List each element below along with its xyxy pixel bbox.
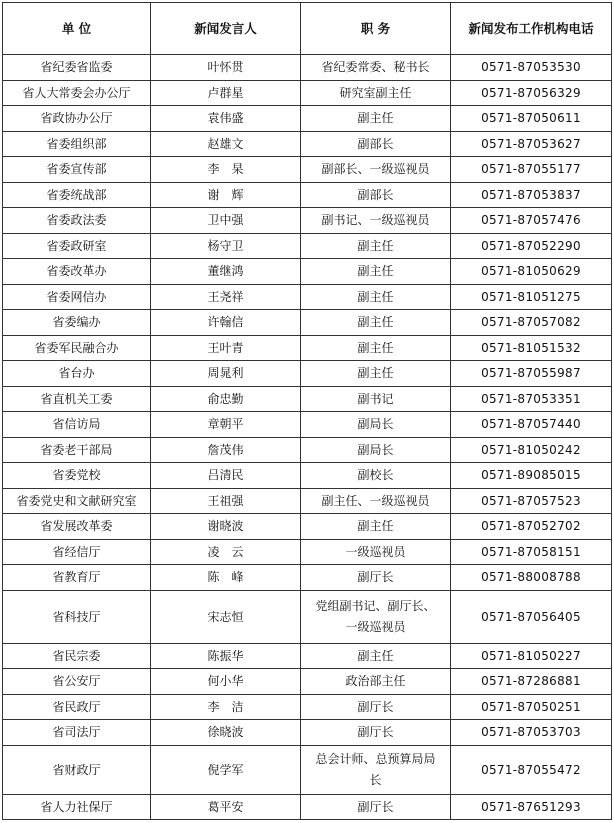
unit-cell-text: 省纪委省监委 <box>40 60 113 75</box>
phone-cell-text: 0571-87053351 <box>481 391 581 406</box>
table-row <box>3 565 612 591</box>
spokesperson-cell-text: 赵雄文 <box>207 136 244 151</box>
phone-cell-text: 0571-81050227 <box>481 648 581 663</box>
header-spokesperson: 新闻发言人 <box>151 3 301 55</box>
unit-cell-text: 省委军民融合办 <box>34 340 119 355</box>
spokesperson-cell-text: 凌 云 <box>207 544 244 559</box>
table-row <box>3 745 612 794</box>
spokesperson-cell-text: 周晁利 <box>207 366 244 381</box>
table-row <box>3 182 612 208</box>
unit-cell <box>3 182 151 208</box>
spokesperson-cell <box>151 335 301 361</box>
phone-cell-text: 0571-88008788 <box>481 570 581 585</box>
phone-cell <box>451 720 612 746</box>
phone-cell <box>451 80 612 106</box>
position-cell-text: 副主任 <box>357 264 394 279</box>
spokesperson-cell-text: 谢晓波 <box>207 519 244 534</box>
unit-cell <box>3 284 151 310</box>
phone-cell <box>451 745 612 794</box>
spokesperson-cell <box>151 259 301 285</box>
position-cell <box>301 80 451 106</box>
unit-cell <box>3 157 151 183</box>
unit-cell-text: 省委党校 <box>52 468 101 483</box>
spokesperson-cell <box>151 590 301 643</box>
table-row <box>3 284 612 310</box>
position-cell <box>301 182 451 208</box>
phone-cell <box>451 643 612 669</box>
unit-cell-text: 省委政法委 <box>46 213 107 228</box>
phone-cell <box>451 233 612 259</box>
spokesperson-cell-text: 陈 峰 <box>207 570 244 585</box>
phone-cell-text: 0571-87056405 <box>481 609 581 624</box>
phone-cell-text: 0571-87055177 <box>481 162 581 177</box>
position-cell <box>301 157 451 183</box>
unit-cell <box>3 361 151 387</box>
phone-cell-text: 0571-87056329 <box>481 85 581 100</box>
unit-cell-text: 省民政厅 <box>52 699 101 714</box>
phone-cell-text: 0571-87057523 <box>481 493 581 508</box>
table-row <box>3 80 612 106</box>
position-cell <box>301 361 451 387</box>
spokesperson-cell <box>151 55 301 81</box>
position-cell <box>301 437 451 463</box>
spokesperson-cell-text: 王尧祥 <box>207 289 244 304</box>
spokesperson-cell <box>151 157 301 183</box>
header-row <box>3 3 612 55</box>
position-cell <box>301 386 451 412</box>
phone-cell <box>451 669 612 695</box>
unit-cell <box>3 259 151 285</box>
table-row <box>3 106 612 132</box>
phone-cell <box>451 131 612 157</box>
position-cell-text: 副厅长 <box>357 570 394 585</box>
phone-cell <box>451 386 612 412</box>
phone-cell-text: 0571-87651293 <box>481 799 581 814</box>
spokesperson-cell-text: 许翰信 <box>207 315 244 330</box>
phone-cell-text: 0571-87050251 <box>481 699 581 714</box>
spokesperson-cell-text: 王祖强 <box>207 493 244 508</box>
unit-cell <box>3 643 151 669</box>
unit-cell-text: 省经信厅 <box>52 544 101 559</box>
phone-cell-text: 0571-87053837 <box>481 187 581 202</box>
position-cell-text: 副主任 <box>357 340 394 355</box>
position-cell-text: 省纪委常委、秘书长 <box>321 60 430 75</box>
spokesperson-cell-text: 葛平安 <box>207 799 244 814</box>
unit-cell-text: 省教育厅 <box>52 570 101 585</box>
phone-cell-text: 0571-87052702 <box>481 519 581 534</box>
position-cell <box>301 514 451 540</box>
unit-cell <box>3 745 151 794</box>
phone-cell-text: 0571-87055987 <box>481 366 581 381</box>
phone-cell-text: 0571-81051532 <box>481 340 581 355</box>
phone-cell <box>451 310 612 336</box>
unit-cell <box>3 669 151 695</box>
spokesperson-cell-text: 卢群星 <box>207 85 244 100</box>
position-cell-text: 副主任 <box>357 366 394 381</box>
table-row <box>3 488 612 514</box>
table-row <box>3 720 612 746</box>
unit-cell-text: 省委编办 <box>52 315 101 330</box>
position-cell-text: 副部长、一级巡视员 <box>321 162 430 177</box>
table-row <box>3 794 612 820</box>
spokesperson-cell <box>151 437 301 463</box>
table-row <box>3 386 612 412</box>
spokesperson-cell-text: 李 杲 <box>207 162 244 177</box>
unit-cell <box>3 590 151 643</box>
position-cell-text: 一级巡视员 <box>345 544 406 559</box>
table-row <box>3 361 612 387</box>
phone-cell-text: 0571-81051275 <box>481 289 581 304</box>
unit-cell-text: 省委改革办 <box>46 264 107 279</box>
phone-cell <box>451 361 612 387</box>
spokesperson-cell <box>151 208 301 234</box>
table-row <box>3 310 612 336</box>
unit-cell-text: 省委网信办 <box>46 289 107 304</box>
spokesperson-cell <box>151 386 301 412</box>
position-cell-text: 副部长 <box>357 136 394 151</box>
spokesperson-cell <box>151 669 301 695</box>
unit-cell-text: 省人力社保厅 <box>40 799 113 814</box>
spokesperson-cell-text: 董继鸿 <box>207 264 244 279</box>
position-cell <box>301 463 451 489</box>
position-cell-text: 研究室副主任 <box>339 85 412 100</box>
table-row <box>3 539 612 565</box>
unit-cell <box>3 437 151 463</box>
spokesperson-cell <box>151 182 301 208</box>
table-row <box>3 233 612 259</box>
unit-cell <box>3 233 151 259</box>
unit-cell <box>3 694 151 720</box>
phone-cell <box>451 335 612 361</box>
position-cell <box>301 794 451 820</box>
phone-cell-text: 0571-81050242 <box>481 442 581 457</box>
unit-cell-text: 省民宗委 <box>52 648 101 663</box>
phone-cell <box>451 437 612 463</box>
table-row <box>3 694 612 720</box>
phone-cell-text: 0571-87058151 <box>481 544 581 559</box>
unit-cell-text: 省信访局 <box>52 417 101 432</box>
spokesperson-cell-text: 俞忠勤 <box>207 391 244 406</box>
unit-cell <box>3 463 151 489</box>
table-row <box>3 514 612 540</box>
position-cell <box>301 488 451 514</box>
spokesperson-cell-text: 袁伟盛 <box>207 111 244 126</box>
unit-cell-text: 省台办 <box>58 366 95 381</box>
spokesperson-cell-text: 徐晓波 <box>207 725 244 740</box>
phone-cell-text: 0571-87053627 <box>481 136 581 151</box>
spokesperson-cell <box>151 565 301 591</box>
phone-cell-text: 0571-87053703 <box>481 725 581 740</box>
position-cell-text: 副主任 <box>357 315 394 330</box>
table-row <box>3 437 612 463</box>
table-row <box>3 335 612 361</box>
spokesperson-cell-text: 谢 辉 <box>207 187 244 202</box>
unit-cell <box>3 514 151 540</box>
position-cell <box>301 106 451 132</box>
spokesperson-cell <box>151 539 301 565</box>
spokesperson-cell-text: 吕清民 <box>207 468 244 483</box>
spokesperson-cell <box>151 361 301 387</box>
position-cell-text: 副局长 <box>357 442 394 457</box>
phone-cell <box>451 514 612 540</box>
position-cell <box>301 335 451 361</box>
position-cell-text: 副厅长 <box>357 699 394 714</box>
spokesperson-cell-text: 詹茂伟 <box>207 442 244 457</box>
unit-cell <box>3 412 151 438</box>
unit-cell-text: 省司法厅 <box>52 725 101 740</box>
spokesperson-cell <box>151 694 301 720</box>
spokesperson-cell-text: 章朝平 <box>207 417 244 432</box>
phone-cell <box>451 106 612 132</box>
position-cell-text: 副厅长 <box>357 725 394 740</box>
spokesperson-cell-text: 王叶青 <box>207 340 244 355</box>
phone-cell-text: 0571-87050611 <box>481 111 581 126</box>
spokesperson-cell <box>151 720 301 746</box>
position-cell <box>301 539 451 565</box>
position-cell <box>301 310 451 336</box>
position-cell-text: 总会计师、总预算局局 长 <box>315 751 436 787</box>
header-phone <box>451 3 612 55</box>
unit-cell-text: 省委老干部局 <box>40 442 113 457</box>
table-row <box>3 643 612 669</box>
position-cell-text: 副书记、一级巡视员 <box>321 213 430 228</box>
position-cell <box>301 259 451 285</box>
spokesperson-cell-text: 卫中强 <box>207 213 244 228</box>
table-row <box>3 463 612 489</box>
position-cell <box>301 720 451 746</box>
phone-cell <box>451 565 612 591</box>
phone-cell <box>451 412 612 438</box>
header-position: 职 务 <box>301 3 451 55</box>
position-cell <box>301 284 451 310</box>
phone-cell <box>451 539 612 565</box>
phone-cell-text: 0571-87286881 <box>481 674 581 689</box>
position-cell <box>301 745 451 794</box>
unit-cell-text: 省发展改革委 <box>40 519 113 534</box>
phone-cell <box>451 55 612 81</box>
phone-cell <box>451 590 612 643</box>
phone-cell-text: 0571-87057476 <box>481 213 581 228</box>
table-row <box>3 131 612 157</box>
unit-cell <box>3 310 151 336</box>
unit-cell <box>3 335 151 361</box>
spokesperson-cell <box>151 106 301 132</box>
spokesperson-cell <box>151 284 301 310</box>
spokesperson-cell <box>151 310 301 336</box>
spokesperson-cell-text: 何小华 <box>207 674 244 689</box>
position-cell-text: 副校长 <box>357 468 394 483</box>
table-row <box>3 208 612 234</box>
unit-cell-text: 省政协办公厅 <box>40 111 113 126</box>
phone-cell-text: 0571-87057082 <box>481 315 581 330</box>
unit-cell-text: 省委组织部 <box>46 136 107 151</box>
position-cell-text: 政治部主任 <box>345 674 406 689</box>
position-cell <box>301 55 451 81</box>
phone-cell <box>451 694 612 720</box>
phone-cell <box>451 284 612 310</box>
position-cell <box>301 208 451 234</box>
unit-cell <box>3 488 151 514</box>
spokesperson-cell-text: 杨守卫 <box>207 238 244 253</box>
position-cell-text: 副书记 <box>357 391 394 406</box>
unit-cell <box>3 131 151 157</box>
phone-cell <box>451 157 612 183</box>
unit-cell-text: 省委统战部 <box>46 187 107 202</box>
spokesperson-cell-text: 倪学军 <box>207 762 244 777</box>
position-cell-text: 副主任、一级巡视员 <box>321 493 430 508</box>
position-cell-text: 副厅长 <box>357 799 394 814</box>
spokesperson-cell-text: 宋志恒 <box>207 609 244 624</box>
position-cell <box>301 233 451 259</box>
position-cell <box>301 565 451 591</box>
spokesperson-cell <box>151 643 301 669</box>
spokesperson-cell <box>151 745 301 794</box>
spokesperson-table <box>2 2 612 820</box>
table-row <box>3 259 612 285</box>
unit-cell <box>3 720 151 746</box>
spokesperson-cell-text: 李 洁 <box>207 699 244 714</box>
position-cell <box>301 412 451 438</box>
phone-cell <box>451 182 612 208</box>
header-unit: 单 位 <box>3 3 151 55</box>
unit-cell-text: 省直机关工委 <box>40 391 113 406</box>
phone-cell-text: 0571-87052290 <box>481 238 581 253</box>
table-row <box>3 412 612 438</box>
phone-cell-text: 0571-81050629 <box>481 264 581 279</box>
unit-cell <box>3 539 151 565</box>
spokesperson-cell-text: 叶怀贯 <box>207 60 244 75</box>
unit-cell-text: 省人大常委会办公厅 <box>22 85 131 100</box>
unit-cell-text: 省科技厅 <box>52 609 101 624</box>
spokesperson-cell <box>151 233 301 259</box>
phone-cell <box>451 208 612 234</box>
phone-cell <box>451 794 612 820</box>
position-cell-text: 副主任 <box>357 289 394 304</box>
spokesperson-cell <box>151 463 301 489</box>
phone-cell <box>451 488 612 514</box>
spokesperson-cell <box>151 80 301 106</box>
unit-cell <box>3 55 151 81</box>
spokesperson-cell <box>151 131 301 157</box>
position-cell-text: 副主任 <box>357 238 394 253</box>
spokesperson-cell <box>151 514 301 540</box>
unit-cell <box>3 208 151 234</box>
position-cell-text: 副局长 <box>357 417 394 432</box>
unit-cell <box>3 565 151 591</box>
position-cell <box>301 131 451 157</box>
table-row <box>3 669 612 695</box>
spokesperson-cell <box>151 488 301 514</box>
position-cell-text: 党组副书记、副厅长、 一级巡视员 <box>315 598 436 634</box>
phone-cell <box>451 463 612 489</box>
table-row <box>3 157 612 183</box>
unit-cell-text: 省财政厅 <box>52 762 101 777</box>
position-cell-text: 副部长 <box>357 187 394 202</box>
unit-cell-text: 省委政研室 <box>46 238 107 253</box>
unit-cell-text: 省公安厅 <box>52 674 101 689</box>
unit-cell <box>3 106 151 132</box>
phone-cell-text: 0571-89085015 <box>481 468 581 483</box>
phone-cell-text: 0571-87055472 <box>481 762 581 777</box>
unit-cell-text: 省委党史和文献研究室 <box>16 493 137 508</box>
unit-cell <box>3 80 151 106</box>
table-row <box>3 55 612 81</box>
position-cell <box>301 669 451 695</box>
unit-cell-text: 省委宣传部 <box>46 162 107 177</box>
header-phone-label: 新闻发布工作机构电话 <box>468 21 594 36</box>
table-row <box>3 590 612 643</box>
unit-cell <box>3 386 151 412</box>
phone-cell-text: 0571-87057440 <box>481 417 581 432</box>
position-cell <box>301 694 451 720</box>
phone-cell-text: 0571-87053530 <box>481 60 581 75</box>
phone-cell <box>451 259 612 285</box>
position-cell-text: 副主任 <box>357 519 394 534</box>
position-cell <box>301 590 451 643</box>
spokesperson-cell <box>151 412 301 438</box>
table-body <box>3 55 612 820</box>
spokesperson-cell-text: 陈振华 <box>207 648 244 663</box>
position-cell-text: 副主任 <box>357 111 394 126</box>
unit-cell <box>3 794 151 820</box>
spokesperson-cell <box>151 794 301 820</box>
position-cell-text: 副主任 <box>357 648 394 663</box>
position-cell <box>301 643 451 669</box>
